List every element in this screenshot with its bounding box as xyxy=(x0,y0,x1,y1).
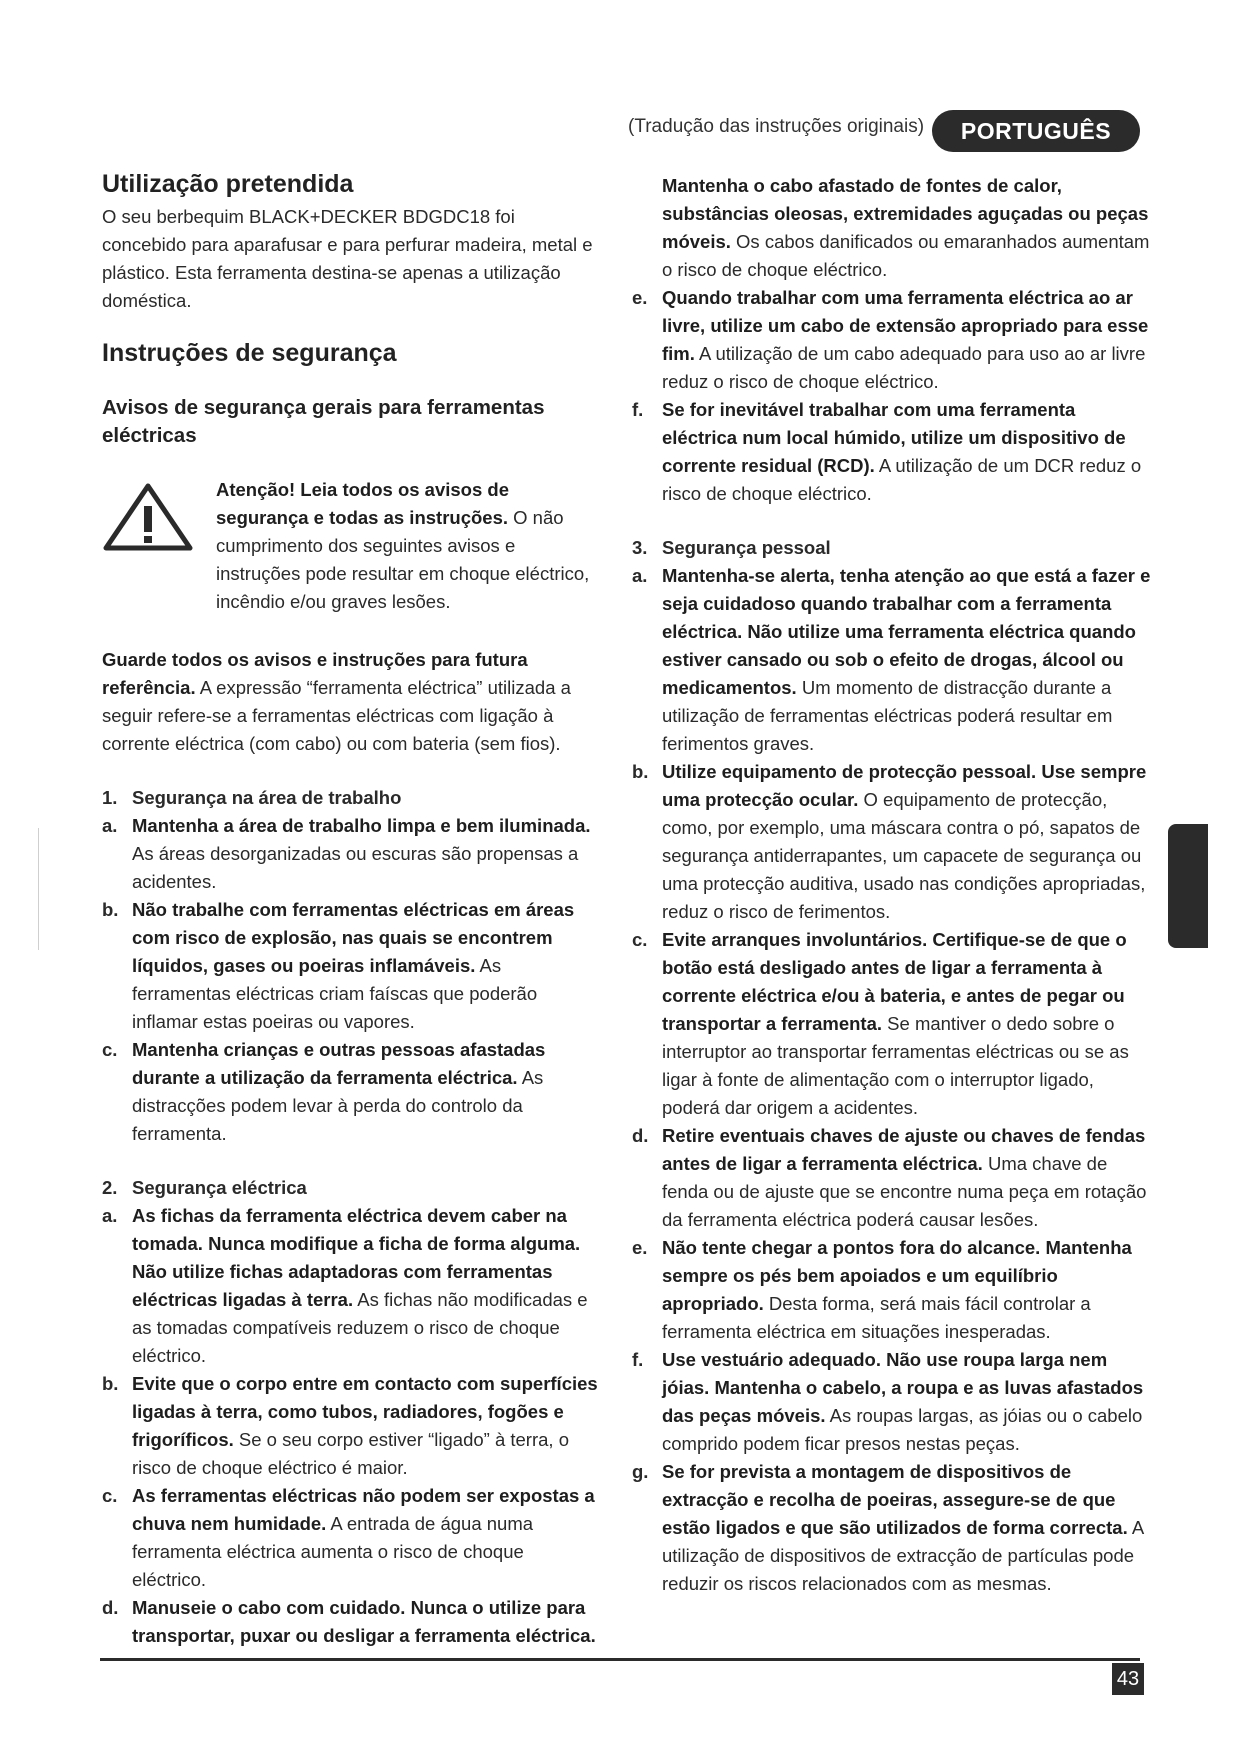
list-item xyxy=(632,758,1152,926)
section-1-number: 1. xyxy=(102,787,118,808)
item-bold: Mantenha a área de trabalho limpa e bem iluminada. xyxy=(132,815,591,836)
item-text: Uma chave de fenda ou de ajuste que se encontre numa peça em rotação da ferramenta eléctrica poderá causar lesões. xyxy=(662,1153,1147,1230)
right-column xyxy=(632,172,1152,1598)
margin-rule xyxy=(38,828,39,950)
item-label: e. xyxy=(632,287,648,308)
list-item xyxy=(102,1482,602,1594)
item-text: Os cabos danificados ou emaranhados aumentam o risco de choque eléctrico. xyxy=(662,231,1150,280)
item-bold: Se for prevista a montagem de dispositivos de extracção e recolha de poeiras, assegure-se de que estão ligados e que são utilizados de forma correcta. xyxy=(662,1461,1128,1538)
item-text: As fichas não modificadas e as tomadas compatíveis reduzem o risco de choque eléctrico. xyxy=(132,1289,588,1366)
footer-divider xyxy=(100,1658,1140,1661)
item-text: As ferramentas eléctricas criam faíscas que poderão inflamar estas poeiras ou vapores. xyxy=(132,955,538,1032)
list-item xyxy=(102,812,602,896)
item-text: As áreas desorganizadas ou escuras são propensas a acidentes. xyxy=(132,843,579,892)
intended-use-text: O seu berbequim BLACK+DECKER BDGDC18 foi concebido para aparafusar e para perfurar madeira, metal e plástico. Esta ferramenta destina-se apenas a utilização doméstica. xyxy=(102,206,593,311)
section-2-heading xyxy=(102,1174,602,1202)
safety-title: Instruções de segurança xyxy=(102,339,397,367)
item-label: f. xyxy=(632,1349,644,1370)
list-item xyxy=(632,1122,1152,1234)
item-bold: Utilize equipamento de protecção pessoal. Use sempre uma protecção ocular. xyxy=(662,761,1147,810)
section-1-title: Segurança na área de trabalho xyxy=(132,787,402,808)
item-label: c. xyxy=(102,1039,118,1060)
item-label: g. xyxy=(632,1461,649,1482)
general-warnings-title: Avisos de segurança gerais para ferramentas eléctricas xyxy=(102,396,545,447)
item-label: b. xyxy=(632,761,649,782)
item-text: A utilização de um cabo adequado para uso ao ar livre reduz o risco de choque eléctrico. xyxy=(662,343,1146,392)
list-item xyxy=(632,1346,1152,1458)
item-label: a. xyxy=(632,565,648,586)
section-2 xyxy=(102,1174,602,1650)
section-3-title: Segurança pessoal xyxy=(662,537,831,558)
warning-triangle-icon xyxy=(102,482,194,552)
item-bold: Mantenha crianças e outras pessoas afastadas durante a utilização da ferramenta eléctrica. xyxy=(132,1039,546,1088)
item-label: a. xyxy=(102,815,118,836)
list-item xyxy=(102,1202,602,1370)
item-bold: Se for inevitável trabalhar com uma ferramenta eléctrica num local húmido, utilize um dispositivo de corrente residual (RCD). xyxy=(662,399,1126,476)
warning-block xyxy=(102,476,602,616)
item-text: A utilização de dispositivos de extracção de partículas pode reduzir os riscos relacionados com as mesmas. xyxy=(662,1517,1144,1594)
item-text: O equipamento de protecção, como, por exemplo, uma máscara contra o pó, sapatos de segurança antiderrapantes, um capacete de segurança ou uma protecção auditiva, usado nas condições apropriadas, reduz o risco de ferimentos. xyxy=(662,789,1146,922)
item-text: A entrada de água numa ferramenta eléctrica aumenta o risco de choque eléctrico. xyxy=(132,1513,534,1590)
item-text: Se o seu corpo estiver “ligado” à terra, o risco de choque eléctrico é maior. xyxy=(132,1429,569,1478)
item-bold: Evite que o corpo entre em contacto com superfícies ligadas à terra, como tubos, radiadores, fogões e frigoríficos. xyxy=(132,1373,598,1450)
keep-body: A expressão “ferramenta eléctrica” utilizada a seguir refere-se a ferramentas eléctricas com ligação à corrente eléctrica (com cabo) ou com bateria (sem fios). xyxy=(102,677,571,754)
item-text: As roupas largas, as jóias ou o cabelo comprido podem ficar presos nestas peças. xyxy=(662,1405,1143,1454)
item-text: Se mantiver o dedo sobre o interruptor ao transportar ferramentas eléctricas ou se as ligar à fonte de alimentação com o interruptor ligado, poderá dar origem a acidentes. xyxy=(662,1013,1129,1118)
item-label: e. xyxy=(632,1237,648,1258)
section-3-heading xyxy=(632,534,1152,562)
list-item xyxy=(632,396,1152,508)
list-item xyxy=(102,1036,602,1148)
keep-bold: Guarde todos os avisos e instruções para futura referência. xyxy=(102,649,528,698)
item-label: d. xyxy=(632,1125,649,1146)
warning-text xyxy=(216,476,602,616)
item-text: As distracções podem levar à perda do controlo da ferramenta. xyxy=(132,1067,544,1144)
section-3-number: 3. xyxy=(632,537,648,558)
item-bold: Evite arranques involuntários. Certifique-se de que o botão está desligado antes de ligar a ferramenta à corrente eléctrica e/ou à bateria, e antes de pegar ou transportar a ferramenta. xyxy=(662,929,1127,1034)
keep-instructions xyxy=(102,646,602,758)
section-2-title: Segurança eléctrica xyxy=(132,1177,307,1198)
item-text: Um momento de distracção durante a utilização de ferramentas eléctricas poderá resultar em ferimentos graves. xyxy=(662,677,1113,754)
list-item xyxy=(102,1370,602,1482)
section-1 xyxy=(102,784,602,1148)
warning-bold: Atenção! Leia todos os avisos de segurança e todas as instruções. xyxy=(216,479,509,528)
item-bold: As ferramentas eléctricas não podem ser expostas a chuva nem humidade. xyxy=(132,1485,595,1534)
list-item xyxy=(632,562,1152,758)
item-bold: Retire eventuais chaves de ajuste ou chaves de fendas antes de ligar a ferramenta eléctrica. xyxy=(662,1125,1146,1174)
item-bold: Quando trabalhar com uma ferramenta eléctrica ao ar livre, utilize um cabo de extensão apropriado para esse fim. xyxy=(662,287,1149,364)
item-bold: Manuseie o cabo com cuidado. Nunca o utilize para transportar, puxar ou desligar a ferramenta eléctrica. xyxy=(132,1597,596,1646)
list-item xyxy=(102,1594,602,1650)
list-item xyxy=(102,896,602,1036)
item-bold: Mantenha-se alerta, tenha atenção ao que está a fazer e seja cuidadoso quando trabalhar com a ferramenta eléctrica. Não utilize uma ferramenta eléctrica quando estiver cansado ou sob o efeito de drogas, álcool ou medicamentos. xyxy=(662,565,1151,698)
item-label: f. xyxy=(632,399,644,420)
language-badge: PORTUGUÊS xyxy=(932,110,1140,152)
intended-use-title: Utilização pretendida xyxy=(102,170,354,198)
item-label: b. xyxy=(102,1373,119,1394)
item-bold: Mantenha o cabo afastado de fontes de calor, substâncias oleosas, extremidades aguçadas ou peças móveis. xyxy=(662,175,1149,252)
left-column xyxy=(102,170,602,1650)
item-text: Desta forma, será mais fácil controlar a ferramenta eléctrica em situações inesperadas. xyxy=(662,1293,1091,1342)
item-label: a. xyxy=(102,1205,118,1226)
item-text: A utilização de um DCR reduz o risco de choque eléctrico. xyxy=(662,455,1142,504)
item-label: b. xyxy=(102,899,119,920)
section-2-number: 2. xyxy=(102,1177,118,1198)
list-item-continued xyxy=(632,172,1152,284)
list-item xyxy=(632,926,1152,1122)
item-bold: As fichas da ferramenta eléctrica devem caber na tomada. Nunca modifique a ficha de forma alguma. Não utilize fichas adaptadoras com ferramentas eléctricas ligadas à terra. xyxy=(132,1205,581,1310)
section-tab-marker xyxy=(1168,824,1208,948)
item-bold: Não trabalhe com ferramentas eléctricas em áreas com risco de explosão, nas quais se encontrem líquidos, gases ou poeiras inflamáveis. xyxy=(132,899,575,976)
list-item xyxy=(632,1458,1152,1598)
list-item xyxy=(632,1234,1152,1346)
section-1-heading xyxy=(102,784,602,812)
item-bold: Não tente chegar a pontos fora do alcance. Mantenha sempre os pés bem apoiados e um equilíbrio apropriado. xyxy=(662,1237,1132,1314)
item-label: c. xyxy=(632,929,648,950)
item-label: c. xyxy=(102,1485,118,1506)
item-bold: Use vestuário adequado. Não use roupa larga nem jóias. Mantenha o cabelo, a roupa e as luvas afastados das peças móveis. xyxy=(662,1349,1144,1426)
translation-note: (Tradução das instruções originais) xyxy=(628,116,925,137)
page-number: 43 xyxy=(1112,1663,1144,1695)
list-item xyxy=(632,284,1152,396)
warning-body: O não cumprimento dos seguintes avisos e instruções pode resultar em choque eléctrico, incêndio e/ou graves lesões. xyxy=(216,507,590,612)
item-label: d. xyxy=(102,1597,119,1618)
section-3 xyxy=(632,534,1152,1598)
